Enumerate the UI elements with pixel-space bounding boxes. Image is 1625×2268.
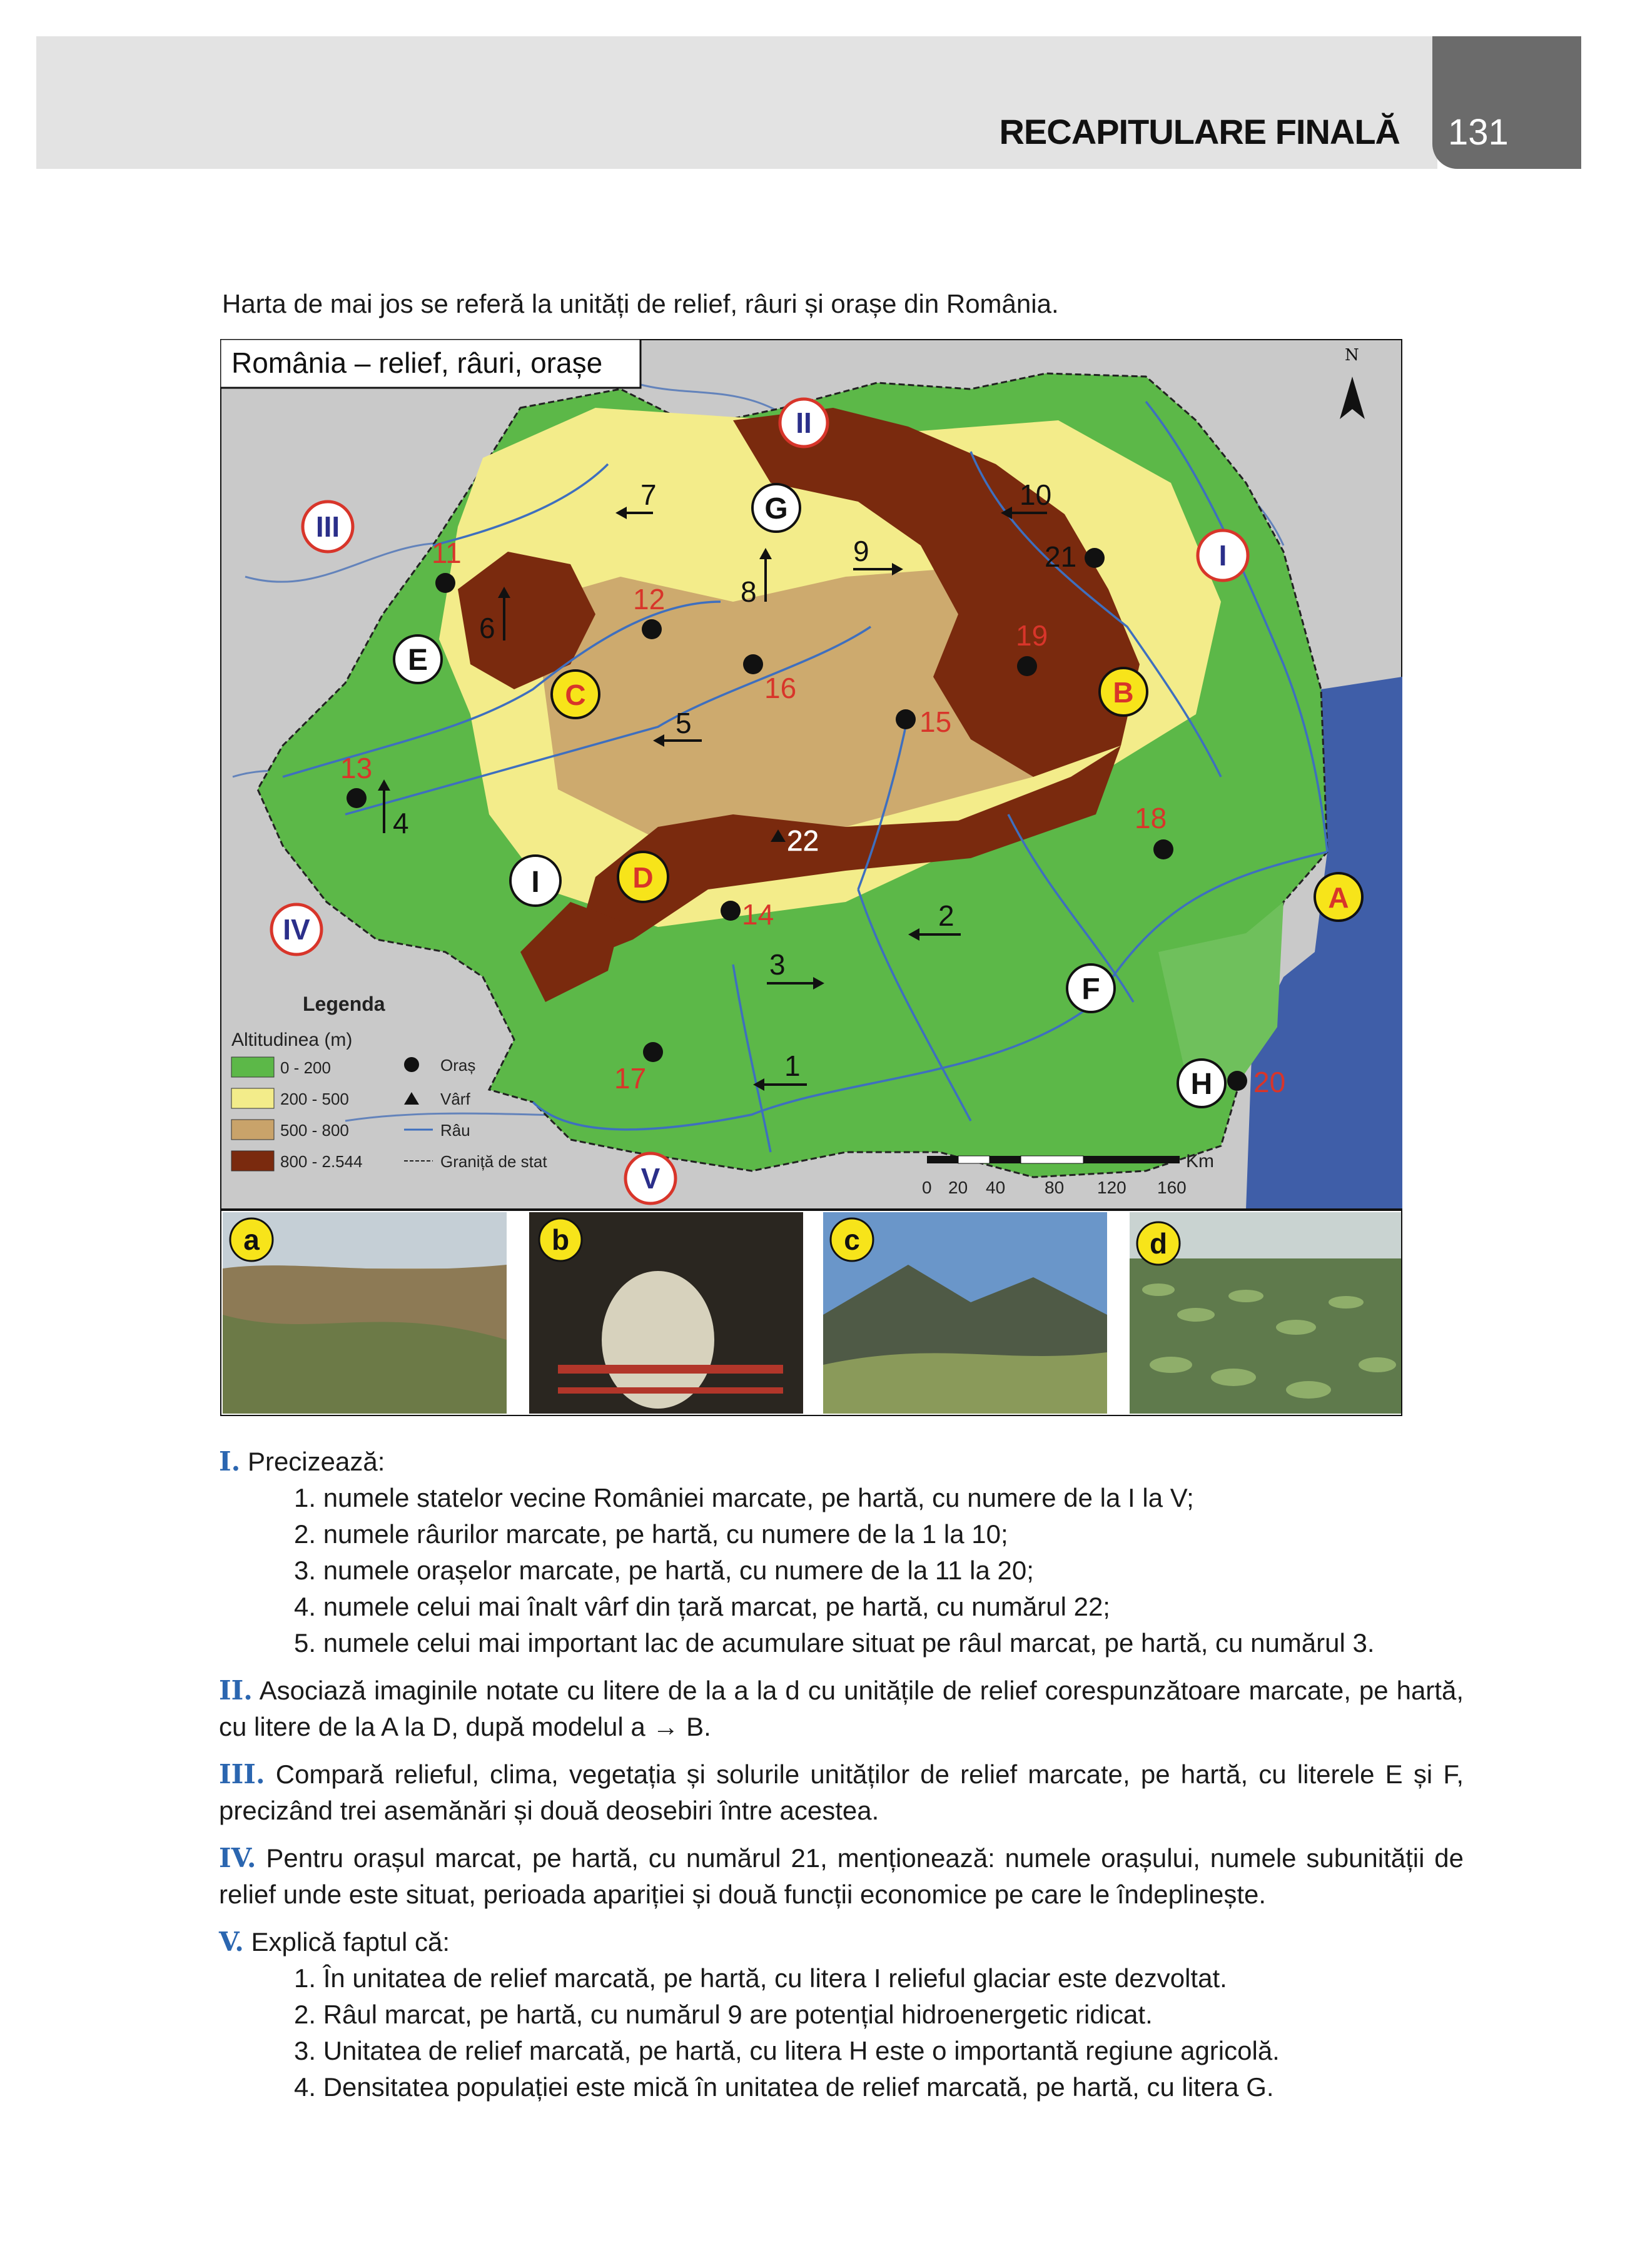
relief-marker-G [752,484,800,532]
question-item: 3. numele orașelor marcate, pe hartă, cu numere de la 11 la 20; [294,1556,1034,1585]
question-item: 1. numele statelor vecine României marcate, pe hartă, cu numere de la I la V; [294,1483,1194,1512]
legend-symbol: Graniță de stat [440,1152,547,1171]
relief-marker-A [1315,873,1362,921]
neighbor-label: III [315,510,340,543]
city-label: 16 [764,672,797,704]
relief-marker-I [510,856,560,906]
chapter-title: RECAPITULARE FINALĂ [999,112,1400,151]
city-symbol-icon [404,1057,419,1072]
relief-label: G [764,492,788,525]
legend-range: 500 - 800 [280,1121,349,1140]
question-item: 5. numele celui mai important lac de acumulare situat pe râul marcat, pe hartă, cu numărul 3. [294,1628,1375,1658]
question-items [219,1960,1464,2105]
question-number: I. [219,1446,241,1477]
neighbor-label: I [1218,539,1227,572]
question-number: II. [219,1675,253,1706]
question-text: Compară relieful, clima, vegetația și solurile unităților de relief marcate, pe hartă, cu literele E și F, precizând trei asemănări și două deosebiri între acestea. [219,1759,1464,1825]
legend-range: 0 - 200 [280,1058,331,1077]
city-label: 15 [919,706,952,738]
city-label: 14 [742,898,774,931]
question-number: IV. [219,1843,256,1873]
peak-label: 22 [787,824,819,857]
question-item: 2. numele râurilor marcate, pe hartă, cu numere de la 1 la 10; [294,1519,1008,1549]
legend-altitude-title: Altitudinea (m) [231,1030,353,1050]
neighbor-marker-II [780,399,828,447]
scale-tick: 120 [1097,1178,1126,1197]
question-item: 1. În unitatea de relief marcată, pe hartă, cu litera I relieful glaciar este dezvoltat. [294,1963,1227,1993]
river-label: 10 [1020,478,1052,511]
question-text: Explică faptul că: [251,1927,450,1957]
river-label: 9 [853,535,869,567]
relief-marker-D [618,852,668,902]
photo-a [223,1212,507,1414]
scale-tick: 20 [948,1178,968,1197]
legend-symbol: Râu [440,1121,470,1140]
relief-label: D [632,861,654,894]
relief-marker-E [394,635,442,683]
city-label: 21 [1045,540,1077,573]
legend-range: 800 - 2.544 [280,1152,363,1171]
relief-marker-H [1178,1060,1225,1107]
legend-symbol: Oraș [440,1056,476,1075]
river-label: 5 [676,707,692,739]
river-label: 2 [938,899,954,932]
photo-d [1130,1212,1401,1414]
neighbor-label: V [640,1162,661,1195]
photo-label: d [1149,1227,1168,1260]
question-item: 3. Unitatea de relief marcată, pe hartă, cu litera H este o importantă regiune agricolă. [294,2036,1280,2065]
question-text: Asociază imaginile notate cu litere de la a la d cu unitățile de relief corespunzătoare marcate, pe hartă, cu litere de la A la D, după modelul a → B. [219,1676,1464,1741]
question-V [219,1924,1464,2105]
river-label: 4 [393,807,409,839]
legend-title: Legenda [303,993,385,1015]
relief-label: E [407,644,428,677]
city-label: 19 [1016,619,1048,652]
scale-tick: 40 [986,1178,1006,1197]
city-label: 17 [614,1062,647,1095]
question-II [219,1673,1464,1745]
relief-label: F [1081,973,1100,1006]
relief-label: H [1190,1068,1213,1101]
question-items [219,1480,1464,1661]
page-number: 131 [1448,112,1509,153]
relief-label: C [565,679,586,711]
scale-tick: 80 [1045,1178,1065,1197]
photo-label: a [243,1223,260,1256]
question-IV [219,1840,1464,1913]
question-I [219,1444,1464,1661]
relief-marker-B [1100,668,1147,716]
neighbor-label: IV [283,913,310,946]
neighbor-label: II [796,407,812,439]
river-label: 1 [784,1050,801,1082]
relief-label: A [1328,881,1349,914]
legend-symbol: Vârf [440,1090,470,1108]
city-label: 11 [432,537,462,569]
question-text: Precizează: [247,1447,385,1476]
photo-b [529,1212,803,1414]
question-number: III. [219,1759,265,1790]
photo-label: c [844,1223,860,1256]
river-label: 7 [640,478,657,511]
relief-marker-F [1067,964,1115,1012]
river-label: 3 [769,948,786,981]
question-III [219,1756,1464,1829]
intro-text: Harta de mai jos se referă la unități de relief, râuri și orașe din România. [222,289,1059,318]
neighbor-marker-V [625,1153,676,1203]
romania-map [220,339,1402,1416]
photo-c [823,1212,1107,1414]
neighbor-marker-III [303,502,353,552]
question-number: V. [219,1926,244,1957]
neighbor-marker-IV [271,904,321,954]
legend-range: 200 - 500 [280,1090,349,1108]
scale-tick: 0 [922,1178,932,1197]
legend-swatch-3 [231,1151,274,1171]
scale-tick: 160 [1157,1178,1187,1197]
relief-label: B [1113,676,1134,709]
map-title: România – relief, râuri, orașe [231,347,603,379]
scale-unit: Km [1186,1151,1214,1172]
question-item: 4. Densitatea populației este mică în unitatea de relief marcată, pe hartă, cu litera G. [294,2072,1274,2102]
relief-label: I [531,866,540,899]
legend-swatch-2 [231,1120,274,1140]
questions-section [219,1432,1464,2105]
question-item: 4. numele celui mai înalt vârf din țară marcat, pe hartă, cu numărul 22; [294,1592,1110,1621]
neighbor-marker-I [1198,530,1248,580]
city-label: 12 [633,583,666,615]
question-text: Pentru orașul marcat, pe hartă, cu numărul 21, menționează: numele orașului, numele subunității de relief unde este situat, perioada apariției și două funcții economice pe care le îndeplinește. [219,1843,1464,1909]
city-label: 13 [340,752,373,784]
river-label: 8 [741,575,757,608]
photo-label: b [551,1223,570,1256]
relief-marker-C [552,671,599,718]
city-label: 18 [1135,802,1167,834]
river-label: 6 [479,612,495,644]
question-item: 2. Râul marcat, pe hartă, cu numărul 9 are potențial hidroenergetic ridicat. [294,2000,1153,2029]
city-label: 20 [1253,1066,1286,1098]
legend-swatch-0 [231,1057,274,1077]
legend-swatch-1 [231,1088,274,1108]
north-label: N [1345,346,1359,365]
